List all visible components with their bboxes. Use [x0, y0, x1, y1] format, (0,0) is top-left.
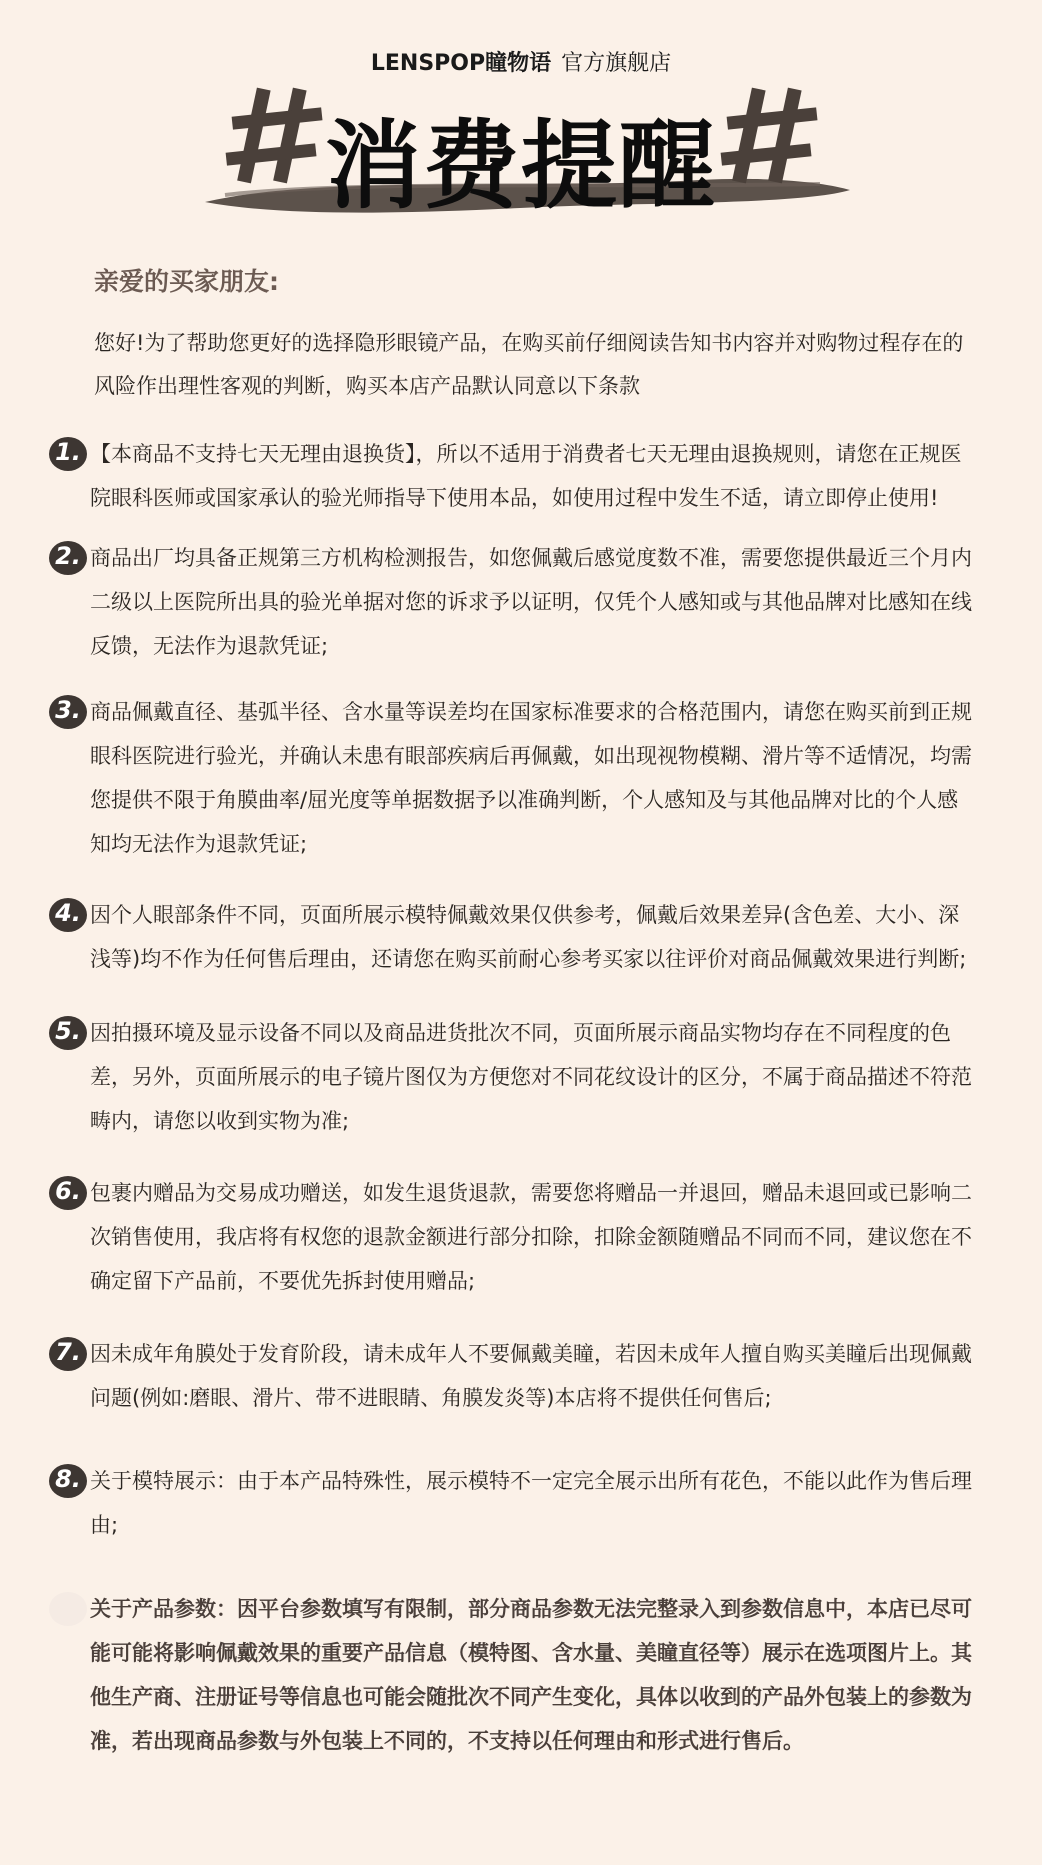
notice-item-9	[48, 1587, 978, 1763]
notice-item-8	[48, 1459, 978, 1547]
number-badge: 9.	[48, 1589, 88, 1629]
notice-item-5	[48, 1011, 978, 1143]
greeting: 亲爱的买家朋友:	[94, 267, 279, 296]
notice-item-3	[48, 690, 978, 866]
notice-text: 【本商品不支持七天无理由退换货】，所以不适用于消费者七天无理由退换规则，请您在正规医院眼科医师或国家承认的验光师指导下使用本品，如使用过程中发生不适，请立即停止使用!	[90, 442, 962, 510]
page-title: 消费提醒	[325, 110, 717, 222]
notice-text: 关于模特展示：由于本产品特殊性，展示模特不一定完全展示出所有花色，不能以此作为售后理由;	[90, 1469, 972, 1537]
number-badge: 3.	[48, 692, 88, 732]
notice-text: 因个人眼部条件不同，页面所展示模特佩戴效果仅供参考，佩戴后效果差异(含色差、大小、深浅等)均不作为任何售后理由，还请您在购买前耐心参考买家以往评价对商品佩戴效果进行判断;	[90, 903, 967, 971]
number-badge: 4.	[48, 895, 88, 935]
intro-paragraph: 您好!为了帮助您更好的选择隐形眼镜产品，在购买前仔细阅读告知书内容并对购物过程存在的风险作出理性客观的判断，购买本店产品默认同意以下条款	[94, 331, 964, 398]
number-badge: 2.	[48, 538, 88, 578]
shop-header	[0, 46, 1042, 77]
notice-item-7	[48, 1332, 978, 1420]
notice-item-4	[48, 893, 978, 981]
brand-name: LENSPOP瞳物语	[370, 51, 552, 76]
notice-item-2	[48, 536, 978, 668]
number-badge: 8.	[48, 1461, 88, 1501]
title-banner	[0, 80, 1042, 220]
notice-item-1	[48, 432, 978, 520]
store-label: 官方旗舰店	[561, 51, 672, 76]
number-badge: 5.	[48, 1013, 88, 1053]
notice-text: 商品佩戴直径、基弧半径、含水量等误差均在国家标准要求的合格范围内，请您在购买前到正规眼科医院进行验光，并确认未患有眼部疾病后再佩戴，如出现视物模糊、滑片等不适情况，均需您提供不限于角膜曲率/屈光度等单据数据予以准确判断，个人感知及与其他品牌对比的个人感知均无法作为退款凭证;	[90, 700, 972, 856]
notice-text: 商品出厂均具备正规第三方机构检测报告，如您佩戴后感觉度数不准，需要您提供最近三个月内二级以上医院所出具的验光单据对您的诉求予以证明，仅凭个人感知或与其他品牌对比感知在线反馈，无法作为退款凭证;	[90, 546, 972, 658]
notice-item-6	[48, 1171, 978, 1303]
notice-text: 关于产品参数：因平台参数填写有限制，部分商品参数无法完整录入到参数信息中，本店已尽可能可能将影响佩戴效果的重要产品信息（模特图、含水量、美瞳直径等）展示在选项图片上。其他生产商、注册证号等信息也可能会随批次不同产生变化，具体以收到的产品外包装上的参数为准，若出现商品参数与外包装上不同的，不支持以任何理由和形式进行售后。	[90, 1597, 972, 1753]
notice-text: 因未成年角膜处于发育阶段，请未成年人不要佩戴美瞳，若因未成年人擅自购买美瞳后出现佩戴问题(例如:磨眼、滑片、带不进眼睛、角膜发炎等)本店将不提供任何售后;	[90, 1342, 972, 1410]
number-badge: 7.	[48, 1334, 88, 1374]
notice-text: 因拍摄环境及显示设备不同以及商品进货批次不同，页面所展示商品实物均存在不同程度的色差，另外，页面所展示的电子镜片图仅为方便您对不同花纹设计的区分，不属于商品描述不符范畴内，请您以收到实物为准;	[90, 1021, 972, 1133]
number-badge: 1.	[48, 434, 88, 474]
notice-text: 包裹内赠品为交易成功赠送，如发生退货退款，需要您将赠品一并退回，赠品未退回或已影响二次销售使用，我店将有权您的退款金额进行部分扣除，扣除金额随赠品不同而不同，建议您在不确定留下产品前，不要优先拆封使用赠品;	[90, 1181, 972, 1293]
number-badge: 6.	[48, 1173, 88, 1213]
